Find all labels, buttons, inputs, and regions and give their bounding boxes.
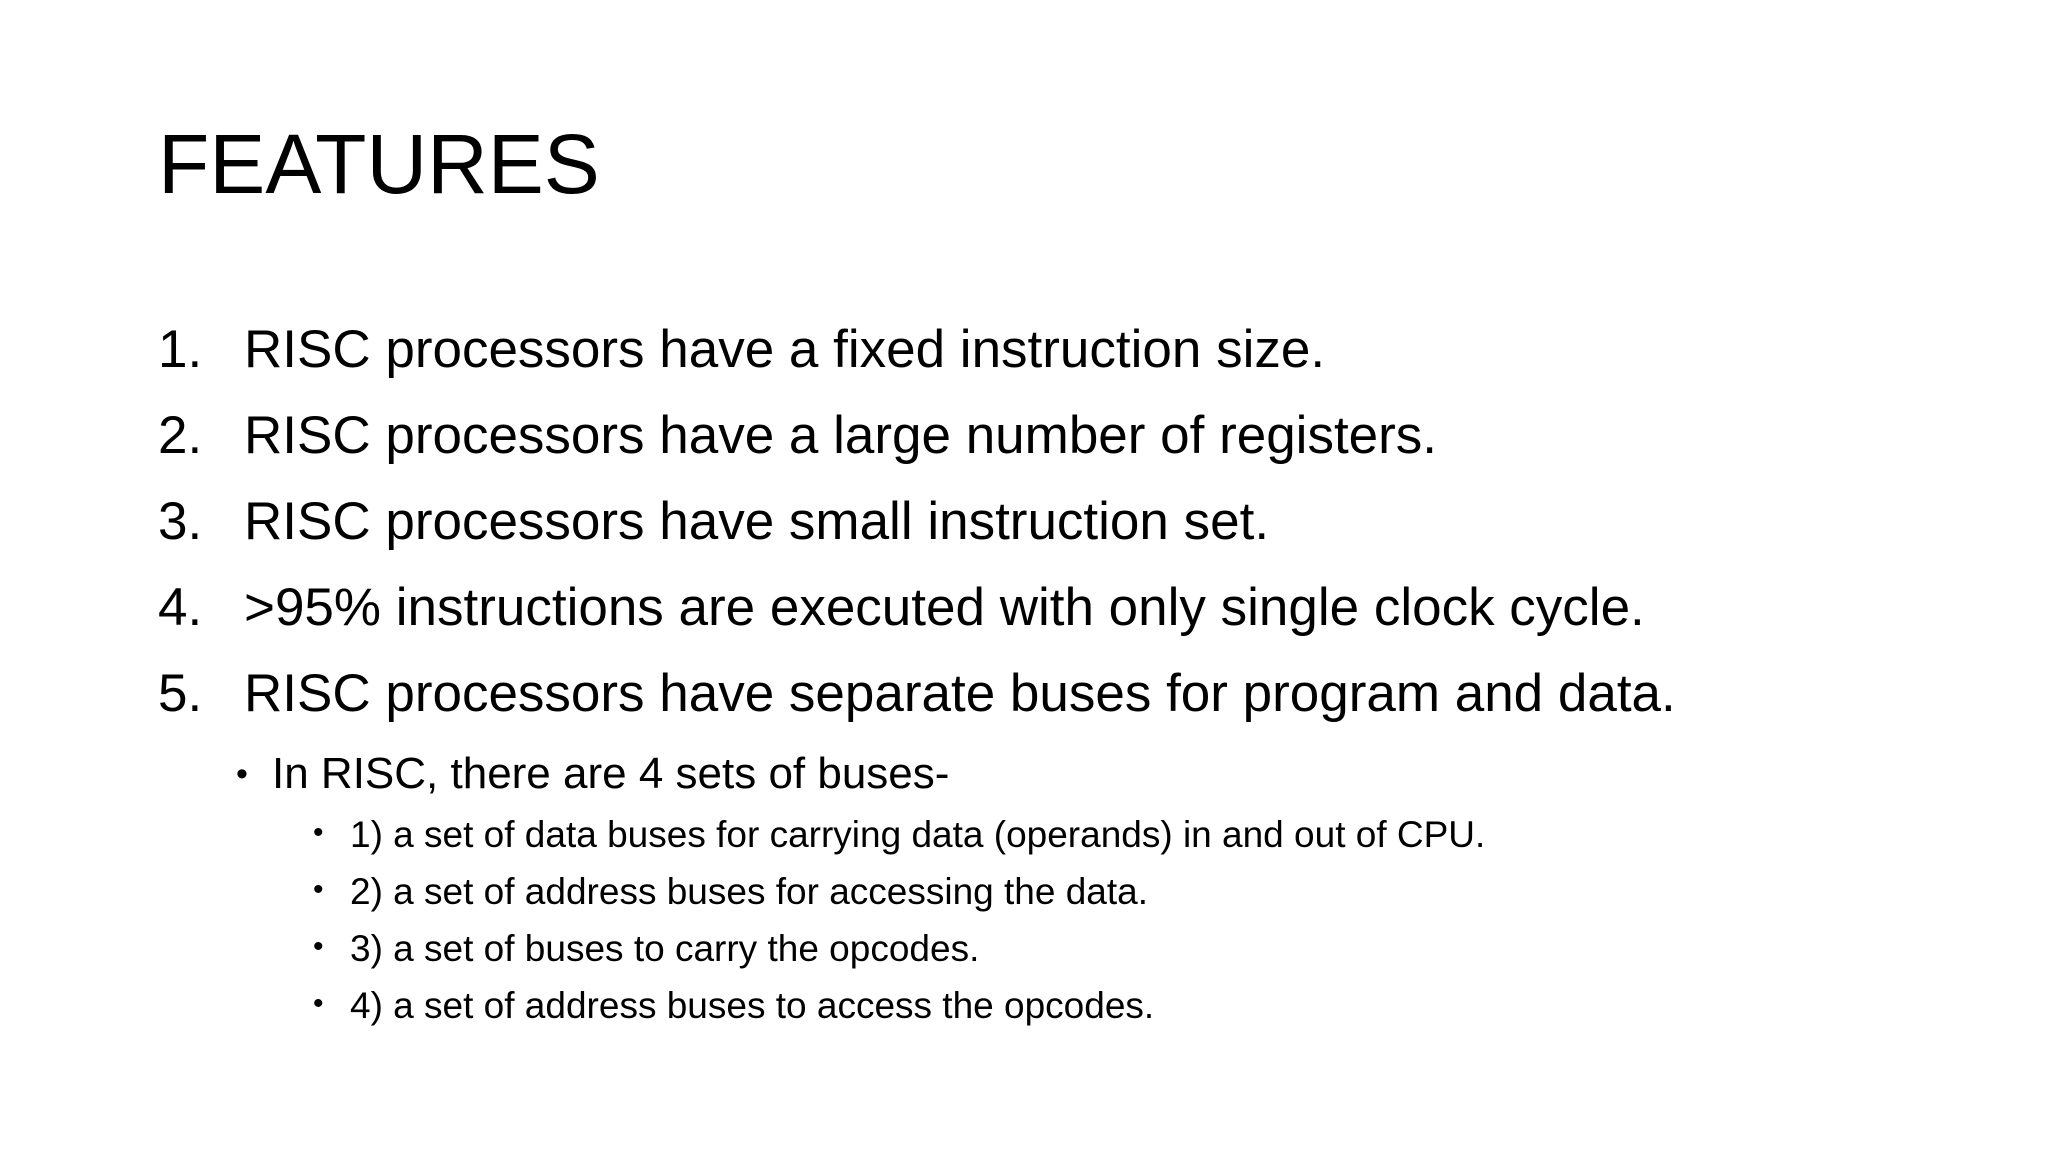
bullet-icon: • <box>313 987 324 1020</box>
sub-sub-bullet-text: 3) a set of buses to carry the opcodes. <box>350 928 980 969</box>
bullet-icon: • <box>313 930 324 963</box>
list-item-number: 5. <box>158 664 203 723</box>
sub-sub-bullet-text: 4) a set of address buses to access the opcodes. <box>350 985 1155 1026</box>
sub-bullet-text: In RISC, there are 4 sets of buses- <box>272 749 950 798</box>
sub-sub-bullet-item <box>158 920 1978 977</box>
bullet-icon: • <box>236 755 248 793</box>
bullet-icon: • <box>313 873 324 906</box>
list-item-text: RISC processors have a large number of registers. <box>244 406 1438 465</box>
list-item <box>158 656 1978 742</box>
list-item-number: 3. <box>158 492 203 551</box>
list-item <box>158 484 1978 570</box>
features-list <box>158 312 1978 1034</box>
list-item-number: 4. <box>158 578 203 637</box>
list-item-text: RISC processors have small instruction set. <box>244 492 1270 551</box>
list-item <box>158 570 1978 656</box>
slide-title: FEATURES <box>158 117 600 211</box>
list-item-number: 2. <box>158 406 203 465</box>
list-item-text: RISC processors have separate buses for program and data. <box>244 664 1676 723</box>
sub-bullet-item <box>158 742 1978 806</box>
list-item <box>158 398 1978 484</box>
list-item-text: >95% instructions are executed with only single clock cycle. <box>244 578 1645 637</box>
sub-sub-bullet-item <box>158 977 1978 1034</box>
list-item <box>158 312 1978 398</box>
sub-sub-bullet-item <box>158 806 1978 863</box>
list-item-text: RISC processors have a fixed instruction size. <box>244 320 1326 379</box>
sub-sub-bullet-text: 2) a set of address buses for accessing the data. <box>350 871 1149 912</box>
sub-sub-bullet-item <box>158 863 1978 920</box>
sub-sub-bullet-text: 1) a set of data buses for carrying data (operands) in and out of CPU. <box>350 814 1486 855</box>
list-item-number: 1. <box>158 320 203 379</box>
bullet-icon: • <box>313 816 324 849</box>
